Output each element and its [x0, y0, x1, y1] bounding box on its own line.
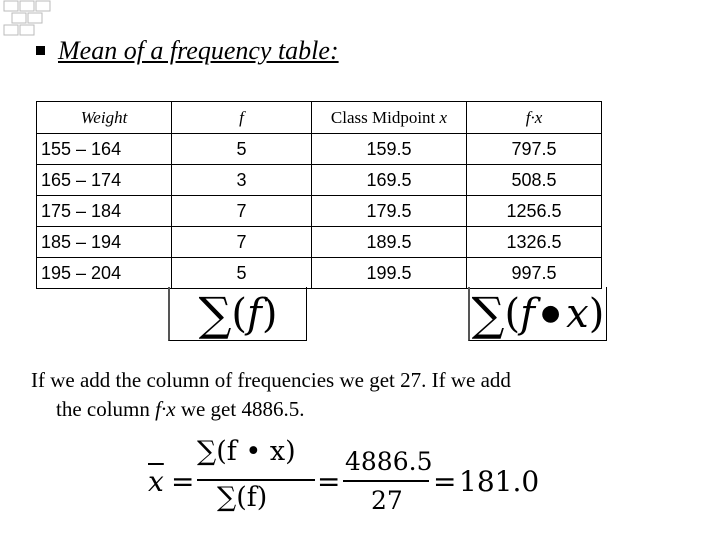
line2-var: f·x	[155, 397, 176, 421]
table-row	[37, 165, 602, 196]
cell-weight: 175 – 184	[37, 196, 172, 227]
cell-midpoint: 179.5	[312, 196, 467, 227]
sigma-symbol: ∑	[471, 286, 505, 341]
result-value: 181.0	[459, 465, 540, 498]
cell-weight: 185 – 194	[37, 227, 172, 258]
equals-3: =	[433, 465, 457, 498]
paragraph-line-1: If we add the column of frequencies we get 27. If we add	[31, 368, 511, 392]
equals-1: =	[171, 465, 195, 498]
cell-weight: 165 – 174	[37, 165, 172, 196]
table-row	[37, 134, 602, 165]
paragraph-line-2	[31, 395, 691, 424]
close-paren: )	[588, 290, 605, 337]
cell-fx: 1326.5	[467, 227, 602, 258]
cell-weight: 195 – 204	[37, 258, 172, 289]
header-f: f	[172, 102, 312, 134]
cell-f: 5	[172, 134, 312, 165]
explanation-paragraph	[31, 366, 691, 424]
denominator-sum: ∑(f)	[217, 482, 268, 513]
table-row	[37, 196, 602, 227]
cell-midpoint: 189.5	[312, 227, 467, 258]
var-f: f	[520, 290, 535, 337]
sigma-symbol: ∑	[198, 286, 232, 341]
header-midpoint-label: Class Midpoint	[330, 107, 436, 127]
sum-fx-box	[468, 287, 607, 341]
cell-midpoint: 199.5	[312, 258, 467, 289]
var-x: x	[566, 290, 589, 337]
line2-end: we get 4886.5.	[175, 397, 305, 421]
denominator-value: 27	[371, 486, 403, 515]
cell-fx: 797.5	[467, 134, 602, 165]
table-row	[37, 258, 602, 289]
cell-f: 7	[172, 227, 312, 258]
table-header-row	[37, 102, 602, 134]
cell-fx: 1256.5	[467, 196, 602, 227]
header-weight: Weight	[37, 102, 172, 134]
cell-weight: 155 – 164	[37, 134, 172, 165]
cell-fx: 997.5	[467, 258, 602, 289]
fraction-bar-2	[343, 480, 429, 482]
sum-f-box	[168, 287, 307, 341]
bullet-square	[36, 46, 45, 55]
fraction-bar-1	[197, 479, 315, 481]
cell-f: 3	[172, 165, 312, 196]
line2-start: the column	[56, 397, 156, 421]
cell-midpoint: 159.5	[312, 134, 467, 165]
header-midpoint	[312, 102, 467, 134]
cell-f: 7	[172, 196, 312, 227]
equals-2: =	[317, 465, 341, 498]
header-fx: f·x	[467, 102, 602, 134]
xbar-symbol: $\overline{x}$	[148, 465, 164, 498]
open-paren: (	[231, 290, 248, 337]
cell-midpoint: 169.5	[312, 165, 467, 196]
numerator-value: 4886.5	[345, 447, 433, 476]
close-paren: )	[261, 290, 278, 337]
numerator-sum: ∑(f • x)	[197, 436, 296, 467]
header-midpoint-var: x	[439, 107, 448, 127]
slide-title: Mean of a frequency table:	[58, 36, 339, 65]
mean-formula	[145, 436, 545, 528]
cell-f: 5	[172, 258, 312, 289]
open-paren: (	[504, 290, 521, 337]
var-f: f	[247, 290, 262, 337]
cell-fx: 508.5	[467, 165, 602, 196]
dot-operator: ●	[540, 300, 561, 326]
frequency-table	[36, 101, 602, 289]
table-row	[37, 227, 602, 258]
